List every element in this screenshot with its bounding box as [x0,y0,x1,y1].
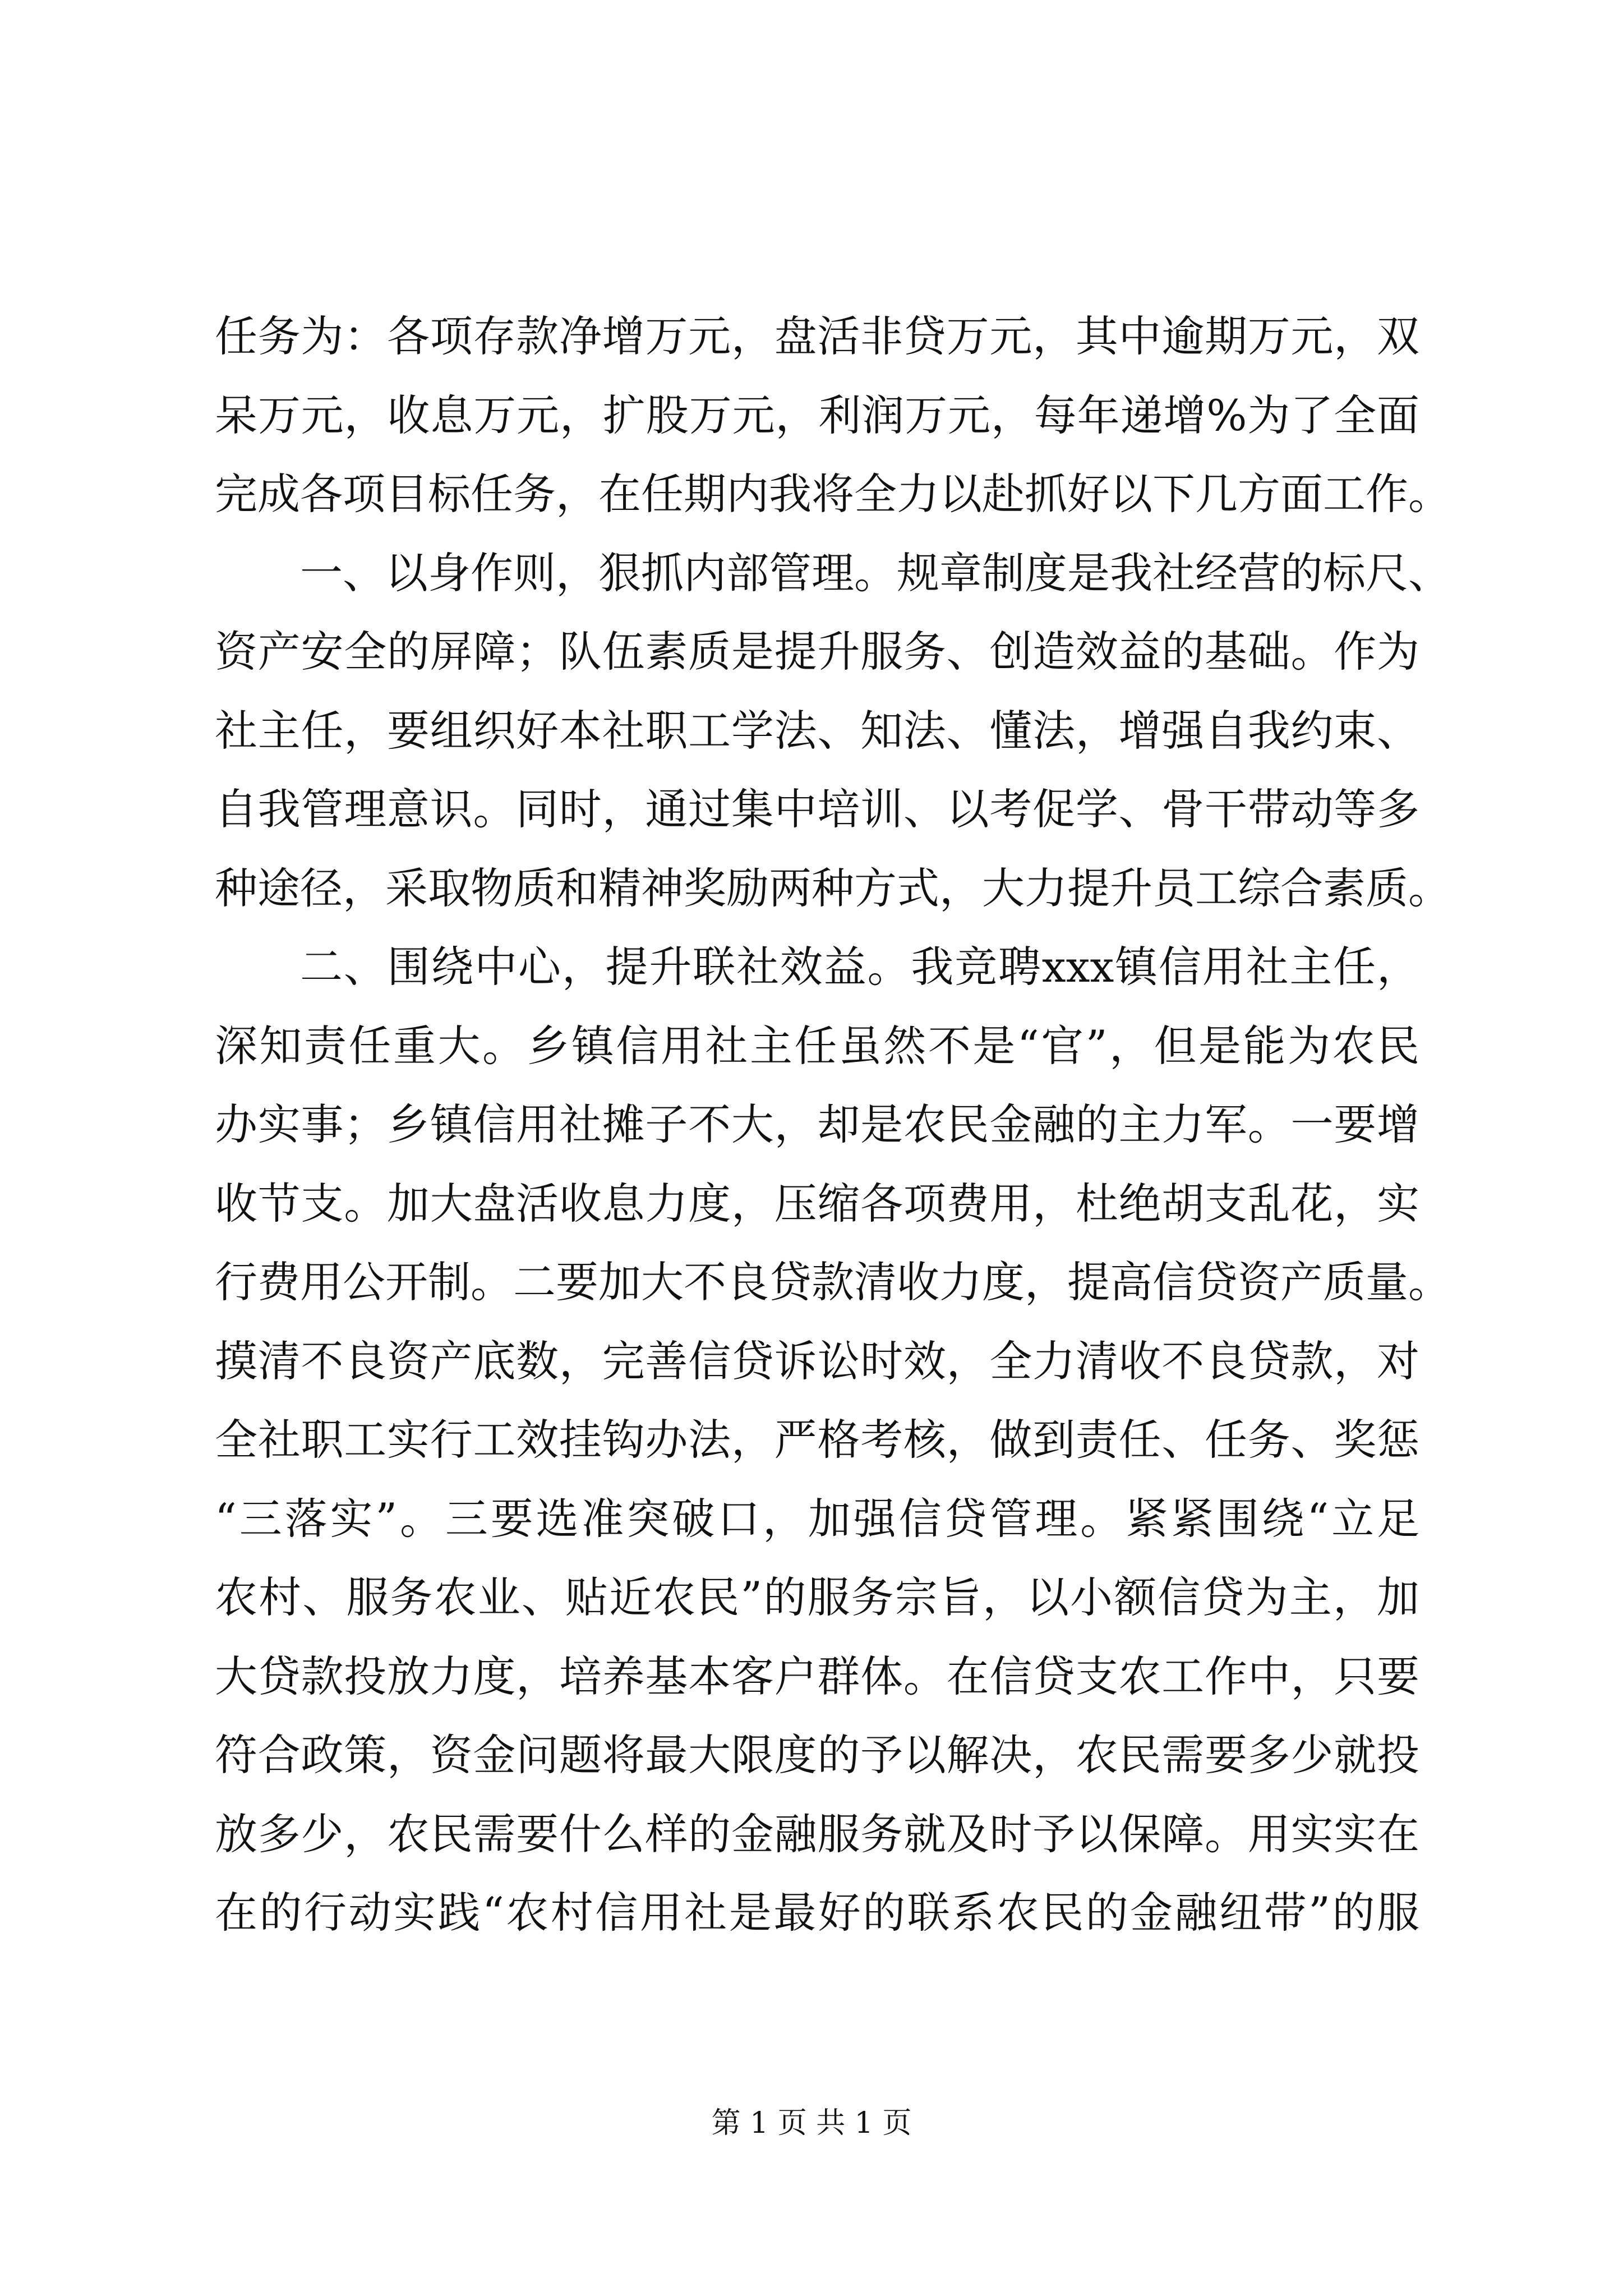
body-text [215,297,1451,1953]
text-line: 行费用公开制。二要加大不良贷款清收力度，提高信贷资产质量。 [215,1257,1451,1307]
text-line: 资产安全的屏障；队伍素质是提升服务、创造效益的基础。作为 [215,627,1419,677]
page-number-footer: 第 1 页 共 1 页 [711,2106,912,2140]
text-line: 社主任，要组织好本社职工学法、知法、懂法，增强自我约束、 [215,705,1419,756]
text-line: 放多少，农民需要什么样的金融服务就及时予以保障。用实实在 [215,1809,1419,1859]
text-line: 深知责任重大。乡镇信用社主任虽然不是“官”，但是能为农民 [215,1020,1419,1071]
text-line: 自我管理意识。同时，通过集中培训、以考促学、骨干带动等多 [215,784,1419,834]
text-line: 在的行动实践“农村信用社是最好的联系农民的金融纽带”的服 [215,1888,1419,1938]
text-line: 摸清不良资产底数，完善信贷诉讼时效，全力清收不良贷款，对 [215,1336,1419,1386]
text-line: 完成各项目标任务，在任期内我将全力以赴抓好以下几方面工作。 [215,469,1451,519]
text-line: 呆万元，收息万元，扩股万元，利润万元，每年递增%为了全面 [215,390,1419,440]
text-line: 任务为：各项存款净增万元，盘活非贷万元，其中逾期万元，双 [215,311,1419,361]
text-line: 收节支。加大盘活收息力度，压缩各项费用，杜绝胡支乱花，实 [215,1178,1419,1228]
text-line: 种途径，采取物质和精神奖励两种方式，大力提升员工综合素质。 [215,863,1451,913]
text-line: 办实事；乡镇信用社摊子不大，却是农民金融的主力军。一要增 [215,1099,1419,1149]
text-line: “三落实”。三要选准突破口，加强信贷管理。紧紧围绕“立足 [215,1493,1419,1544]
text-line: 符合政策，资金问题将最大限度的予以解决，农民需要多少就投 [215,1730,1419,1780]
text-line: 全社职工实行工效挂钩办法，严格考核，做到责任、任务、奖惩 [215,1415,1419,1465]
section-heading-line: 一、以身作则，狠抓内部管理。规章制度是我社经营的标尺、 [300,547,1451,598]
text-line: 大贷款投放力度，培养基本客户群体。在信贷支农工作中，只要 [215,1651,1419,1701]
section-heading-line: 二、围绕中心，提升联社效益。我竞聘xxx镇信用社主任， [300,942,1419,992]
text-line: 农村、服务农业、贴近农民”的服务宗旨，以小额信贷为主，加 [215,1572,1419,1622]
